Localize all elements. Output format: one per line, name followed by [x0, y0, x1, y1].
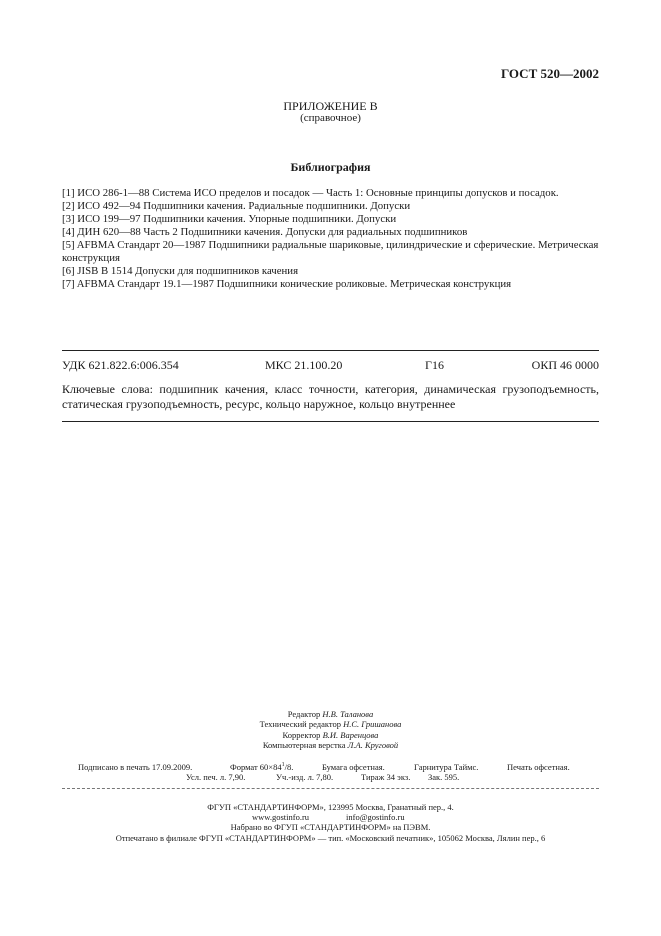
printed-at-info: Отпечатано в филиале ФГУП «СТАНДАРТИНФОРМ» — тип. «Московский печатник», 105062 Москва, Лялин пер., 6 [115, 833, 546, 843]
bibliography-item: [2] ИСО 492—94 Подшипники качения. Радиальные подшипники. Допуски [62, 200, 411, 212]
credit-tech-editor: Технический редактор Н.С. Гришанова [259, 719, 402, 729]
bibliography-item: [4] ДИН 620—88 Часть 2 Подшипники качения. Допуски для радиальных подшипников [62, 226, 468, 238]
appendix-subtitle: (справочное) [300, 112, 361, 124]
dashed-divider [62, 788, 599, 789]
signed-date: Подписано в печать 17.09.2009. [78, 762, 193, 772]
paper-info: Бумага офсетная. [322, 762, 385, 772]
publisher-email: info@gostinfo.ru [346, 812, 405, 822]
typeface-info: Гарнитура Таймс. [414, 762, 479, 772]
divider [62, 350, 599, 351]
sheets-info: Усл. печ. л. 7,90. [186, 772, 246, 782]
bibliography-item: [6] JISB В 1514 Допуски для подшипников качения [62, 265, 299, 277]
divider [62, 421, 599, 422]
format-info: Формат $60\times 84^1/8$. [230, 762, 294, 772]
bibliography-item: [3] ИСО 199—97 Подшипники качения. Упорные подшипники. Допуски [62, 213, 397, 225]
order-info: Зак. 595. [428, 772, 460, 782]
publisher-address: ФГУП «СТАНДАРТИНФОРМ», 123995 Москва, Гранатный пер., 4. [207, 802, 454, 812]
bibliography-title: Библиография [290, 160, 371, 174]
credit-layout: Компьютерная верстка Л.А. Круговой [262, 740, 399, 750]
bibliography-item: [1] ИСО 286-1—88 Система ИСО пределов и посадок — Часть 1: Основные принципы допусков и посадок. [62, 187, 559, 199]
appendix-title: ПРИЛОЖЕНИЕ В [283, 99, 378, 113]
printing-info: Печать офсетная. [507, 762, 570, 772]
credit-corrector: Корректор В.И. Варенцова [282, 730, 379, 740]
publisher-site: www.gostinfo.ru [252, 812, 310, 822]
typeset-info: Набрано во ФГУП «СТАНДАРТИНФОРМ» на ПЭВМ. [230, 822, 431, 832]
credit-editor: Редактор Н.В. Таланова [287, 709, 374, 719]
udk-code: УДК 621.822.6:006.354 [62, 358, 179, 372]
pub-sheets-info: Уч.-изд. л. 7,80. [276, 772, 334, 782]
okp-code: ОКП 46 0000 [531, 358, 599, 372]
group-code: Г16 [425, 358, 444, 372]
run-info: Тираж 34 экз. [361, 772, 411, 782]
mks-code: МКС 21.100.20 [265, 358, 343, 372]
bibliography-item: [5] AFBMA Стандарт 20—1987 Подшипники радиальные шариковые, цилиндрические и сферические. Метрическая конструкция [62, 239, 599, 264]
bibliography-item: [7] AFBMA Стандарт 19.1—1987 Подшипники конические роликовые. Метрическая конструкция [62, 278, 512, 290]
bibliography-list [62, 187, 602, 291]
keywords: Ключевые слова: подшипник качения, класс точности, категория, динамическая грузоподъемность, статическая грузоподъемность, ресурс, кольцо наружное, кольцо внутреннее [62, 382, 599, 411]
standard-number: ГОСТ 520—2002 [500, 66, 599, 81]
